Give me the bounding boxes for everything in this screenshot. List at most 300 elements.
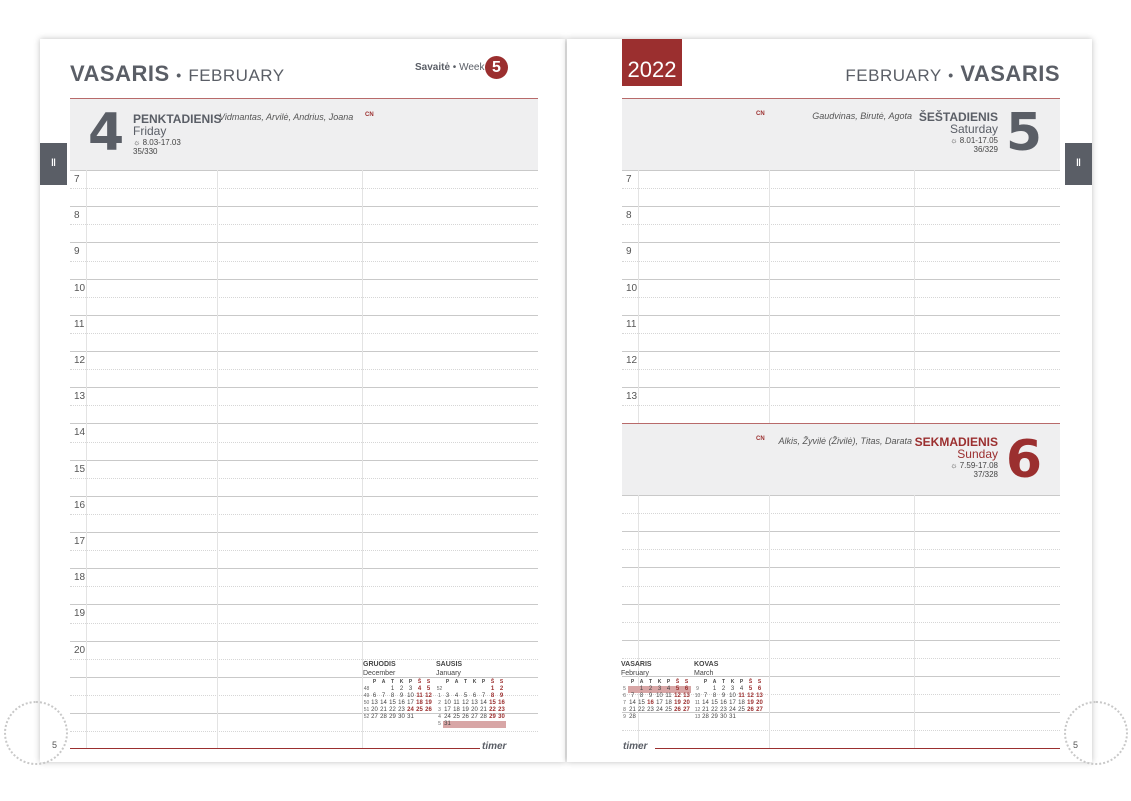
month-title-lt: VASARIS <box>70 61 170 86</box>
calendar-day: 31 <box>407 714 414 720</box>
mini-calendar-week <box>621 707 691 714</box>
calendar-day: 17 <box>656 700 663 706</box>
month-title-lt: VASARIS <box>960 61 1060 86</box>
mini-calendar-week <box>363 707 433 714</box>
weekday-header: K <box>399 679 404 685</box>
mini-calendar-week <box>436 714 506 721</box>
calendar-day: 12 <box>462 700 469 706</box>
calendar-day: 5 <box>463 693 468 699</box>
weekday-header: T <box>463 679 468 685</box>
calendar-day: 9 <box>499 693 504 699</box>
half-hour-line <box>70 405 538 406</box>
mini-calendar-week <box>436 693 506 700</box>
calendar-day: 12 <box>674 693 681 699</box>
calendar-day: 7 <box>630 693 635 699</box>
calendar-day <box>415 714 424 721</box>
calendar-day: 15 <box>638 700 645 706</box>
calendar-day: 14 <box>629 700 636 706</box>
calendar-day <box>488 721 497 728</box>
mini-calendar-week <box>621 693 691 700</box>
mini-calendar-grid <box>436 679 506 728</box>
calendar-day: 23 <box>498 707 505 713</box>
calendar-day: 22 <box>389 707 396 713</box>
day-name-lt: SEKMADIENIS <box>914 435 998 449</box>
hour-label: 8 <box>626 210 632 222</box>
hour-line <box>70 496 538 497</box>
day-number: 4 <box>88 103 125 163</box>
calendar-day <box>452 686 461 693</box>
calendar-day <box>470 721 479 728</box>
mini-calendar-week <box>694 686 764 693</box>
mini-calendar <box>363 661 433 721</box>
calendar-day: 8 <box>490 693 495 699</box>
hour-line <box>70 351 538 352</box>
weekday-header: S <box>426 679 431 685</box>
footer-line <box>70 748 480 749</box>
weekday-header: P <box>666 679 671 685</box>
calendar-day <box>755 714 764 721</box>
calendar-day: 25 <box>416 707 423 713</box>
calendar-day: 8 <box>639 693 644 699</box>
calendar-day: 25 <box>453 714 460 720</box>
week-number: 1 <box>438 693 441 699</box>
calendar-day: 22 <box>638 707 645 713</box>
day-header-band <box>70 98 538 171</box>
calendar-day <box>370 686 379 693</box>
half-hour-line <box>622 730 1060 731</box>
hour-line <box>622 531 1060 532</box>
calendar-day: 31 <box>729 714 736 720</box>
weekday-header: Š <box>675 679 680 685</box>
hour-line <box>622 604 1060 605</box>
month-title-en: FEBRUARY <box>188 66 285 85</box>
mini-calendar-week <box>436 707 506 714</box>
half-hour-line <box>622 622 1060 623</box>
hour-label: 8 <box>74 210 80 222</box>
calendar-day: 2 <box>721 686 726 692</box>
weekday-header: S <box>684 679 689 685</box>
half-hour-line <box>70 297 538 298</box>
calendar-day <box>646 714 655 721</box>
calendar-day: 3 <box>445 693 450 699</box>
day-name-en: Friday <box>133 124 167 138</box>
half-hour-line <box>622 333 1060 334</box>
mini-calendar-week <box>436 721 506 728</box>
mini-calendar-week <box>694 707 764 714</box>
calendar-day: 20 <box>756 700 763 706</box>
calendar-day: 4 <box>454 693 459 699</box>
hour-line <box>622 242 1060 243</box>
calendar-day: 8 <box>390 693 395 699</box>
calendar-day: 20 <box>471 707 478 713</box>
mini-calendar-header <box>436 679 506 686</box>
calendar-day: 13 <box>756 693 763 699</box>
calendar-day: 28 <box>380 714 387 720</box>
calendar-day: 7 <box>381 693 386 699</box>
mini-calendar-week <box>694 714 764 721</box>
calendar-day: 25 <box>738 707 745 713</box>
mini-calendar-week <box>436 686 506 693</box>
calendar-day: 26 <box>462 714 469 720</box>
calendar-day <box>443 686 452 693</box>
mini-calendar-subtitle: February <box>621 670 650 677</box>
bullet: • <box>176 67 182 84</box>
half-hour-line <box>70 442 538 443</box>
hour-line <box>70 568 538 569</box>
week-col-header <box>694 679 701 686</box>
mini-calendar-grid <box>694 679 764 721</box>
calendar-day: 27 <box>756 707 763 713</box>
weekday-header: T <box>721 679 726 685</box>
mini-calendar-title: KOVAS <box>694 661 719 668</box>
weekday-header: A <box>454 679 459 685</box>
hour-label: 7 <box>626 174 632 185</box>
half-hour-line <box>622 513 1060 514</box>
calendar-day: 24 <box>444 714 451 720</box>
calendar-day: 14 <box>380 700 387 706</box>
calendar-day: 11 <box>665 693 672 699</box>
half-hour-line <box>622 188 1060 189</box>
sun-times: 8.01-17.05 <box>959 136 998 145</box>
brand-logo: timer <box>482 741 507 752</box>
calendar-day: 17 <box>407 700 414 706</box>
calendar-day: 10 <box>444 700 451 706</box>
half-hour-line <box>70 261 538 262</box>
calendar-day: 2 <box>499 686 504 692</box>
hour-line <box>70 387 538 388</box>
hour-line <box>622 279 1060 280</box>
calendar-day: 13 <box>371 700 378 706</box>
week-number: 5 <box>623 686 626 692</box>
calendar-day <box>628 686 637 693</box>
hour-label: 12 <box>74 355 86 366</box>
sunrise-sunset <box>950 136 998 145</box>
half-hour-line <box>70 188 538 189</box>
calendar-day: 28 <box>480 714 487 720</box>
calendar-day <box>737 714 746 721</box>
weekday-header: P <box>703 679 708 685</box>
calendar-day: 1 <box>712 686 717 692</box>
calendar-day: 3 <box>655 686 664 693</box>
bookmark-tab[interactable] <box>40 143 67 185</box>
calendar-day: 19 <box>425 700 432 706</box>
calendar-day: 17 <box>444 707 451 713</box>
hour-line <box>70 242 538 243</box>
calendar-day: 14 <box>702 700 709 706</box>
calendar-day: 4 <box>417 686 422 692</box>
weekday-header: A <box>639 679 644 685</box>
calendar-day: 27 <box>371 714 378 720</box>
mini-calendar-grid <box>621 679 691 721</box>
day-of-year: 35/330 <box>133 147 158 156</box>
weekday-header: K <box>657 679 662 685</box>
calendar-day: 13 <box>683 693 690 699</box>
calendar-day: 18 <box>665 700 672 706</box>
calendar-day: 10 <box>656 693 663 699</box>
half-hour-line <box>622 369 1060 370</box>
hour-line <box>70 532 538 533</box>
calendar-day: 6 <box>682 686 691 693</box>
calendar-day: 6 <box>757 686 762 692</box>
calendar-day: 24 <box>407 707 414 713</box>
week-col-header <box>436 679 443 686</box>
calendar-day: 3 <box>408 686 413 692</box>
calendar-day: 16 <box>720 700 727 706</box>
mini-calendar-week <box>694 700 764 707</box>
mini-calendar <box>621 661 691 721</box>
half-hour-line <box>70 478 538 479</box>
calendar-day: 23 <box>720 707 727 713</box>
calendar-day: 16 <box>498 700 505 706</box>
calendar-day: 23 <box>398 707 405 713</box>
mini-calendar-title: GRUODIS <box>363 661 396 668</box>
hour-label: 11 <box>74 318 85 330</box>
week-label: Savaitė • Week <box>415 62 485 73</box>
mini-calendar-header <box>621 679 691 686</box>
calendar-day <box>379 686 388 693</box>
calendar-day: 26 <box>747 707 754 713</box>
calendar-day <box>461 721 470 728</box>
calendar-day <box>479 721 488 728</box>
week-number: 13 <box>694 714 701 720</box>
calendar-day: 17 <box>729 700 736 706</box>
mini-calendar-week <box>363 686 433 693</box>
calendar-day: 14 <box>480 700 487 706</box>
moon-phase: CN <box>756 111 765 117</box>
hour-line <box>70 604 538 605</box>
week-number: 11 <box>694 700 701 706</box>
calendar-day: 1 <box>390 686 395 692</box>
name-days: Vidmantas, Arvilė, Andrius, Joana <box>219 112 354 122</box>
month-title <box>845 61 1060 87</box>
day-name-en: Sunday <box>957 447 998 461</box>
calendar-day: 13 <box>471 700 478 706</box>
calendar-day <box>701 686 710 693</box>
hour-label: 13 <box>74 391 86 403</box>
half-hour-line <box>70 333 538 334</box>
calendar-day <box>479 686 488 693</box>
calendar-day: 2 <box>399 686 404 692</box>
calendar-day: 5 <box>673 686 682 693</box>
month-title <box>70 61 285 87</box>
calendar-day: 24 <box>656 707 663 713</box>
calendar-day <box>673 714 682 721</box>
calendar-day: 21 <box>480 707 487 713</box>
calendar-day: 6 <box>472 693 477 699</box>
calendar-day: 26 <box>425 707 432 713</box>
bookmark-tab[interactable] <box>1065 143 1092 185</box>
day-of-year: 37/328 <box>973 470 998 479</box>
column-divider <box>638 170 639 423</box>
day-name-lt: PENKTADIENIS <box>133 112 222 126</box>
calendar-day <box>461 686 470 693</box>
mini-calendar-week <box>363 693 433 700</box>
weekday-header: P <box>481 679 486 685</box>
hour-label: 13 <box>626 391 638 403</box>
week-number: 10 <box>694 693 701 699</box>
weekday-header: A <box>712 679 717 685</box>
week-label-en: Week <box>459 62 485 73</box>
week-number-badge: 5 <box>485 56 508 79</box>
week-number: 3 <box>438 707 441 713</box>
half-hour-line <box>622 658 1060 659</box>
sun-icon: ☼ <box>133 138 141 147</box>
week-number: 4 <box>438 714 441 720</box>
saturday-header-band <box>622 98 1060 171</box>
calendar-day: 15 <box>489 700 496 706</box>
half-hour-line <box>70 623 538 624</box>
calendar-day: 7 <box>481 693 486 699</box>
hour-line <box>622 206 1060 207</box>
brand-logo: timer <box>623 741 648 752</box>
hour-label: 15 <box>74 463 86 475</box>
sun-icon: ☼ <box>950 136 958 145</box>
calendar-day: 15 <box>389 700 396 706</box>
ring-binding <box>1064 701 1128 765</box>
calendar-day <box>682 714 691 721</box>
name-days: Alkis, Žyvilė (Živilė), Titas, Darata <box>778 436 912 446</box>
calendar-day: 12 <box>747 693 754 699</box>
calendar-day: 5 <box>748 686 753 692</box>
half-hour-line <box>622 405 1060 406</box>
calendar-day: 23 <box>647 707 654 713</box>
hour-label: 10 <box>74 282 86 294</box>
hour-label: 20 <box>74 644 86 656</box>
calendar-day: 16 <box>398 700 405 706</box>
calendar-day: 6 <box>372 693 377 699</box>
calendar-day: 19 <box>747 700 754 706</box>
weekday-header: K <box>472 679 477 685</box>
left-page <box>40 39 565 762</box>
calendar-day: 19 <box>462 707 469 713</box>
calendar-day: 29 <box>489 714 496 720</box>
calendar-day <box>637 714 646 721</box>
weekday-header: P <box>445 679 450 685</box>
calendar-day: 1 <box>637 686 646 693</box>
name-days: Gaudvinas, Birutė, Agota <box>812 111 912 121</box>
calendar-day: 31 <box>444 721 451 727</box>
day-number: 6 <box>1005 430 1042 490</box>
weekday-header: P <box>408 679 413 685</box>
calendar-day: 5 <box>426 686 431 692</box>
weekday-header: S <box>757 679 762 685</box>
mini-calendar-week <box>363 714 433 721</box>
moon-phase: CN <box>365 112 374 118</box>
calendar-day: 18 <box>416 700 423 706</box>
calendar-day: 28 <box>702 714 709 720</box>
half-hour-line <box>70 369 538 370</box>
week-number: 9 <box>696 686 699 692</box>
hour-line <box>622 315 1060 316</box>
mini-calendar-week <box>363 700 433 707</box>
mini-calendar <box>436 661 506 728</box>
calendar-day: 21 <box>702 707 709 713</box>
half-hour-line <box>70 659 538 660</box>
calendar-day: 26 <box>674 707 681 713</box>
weekday-header: Š <box>490 679 495 685</box>
week-number: 50 <box>363 700 370 706</box>
month-title-en: FEBRUARY <box>845 66 942 85</box>
column-divider <box>769 170 770 423</box>
half-hour-line <box>622 224 1060 225</box>
week-col-header <box>621 679 628 686</box>
calendar-day: 9 <box>721 693 726 699</box>
bullet: • <box>948 67 954 84</box>
mini-calendar-grid <box>363 679 433 721</box>
half-hour-line <box>70 224 538 225</box>
half-hour-line <box>70 586 538 587</box>
week-number: 9 <box>623 714 626 720</box>
weekday-header: P <box>372 679 377 685</box>
calendar-day: 18 <box>453 707 460 713</box>
calendar-day: 18 <box>738 700 745 706</box>
calendar-day: 22 <box>711 707 718 713</box>
sun-times: 7.59-17.08 <box>959 461 998 470</box>
calendar-day: 20 <box>371 707 378 713</box>
calendar-day: 19 <box>674 700 681 706</box>
weekday-header: T <box>390 679 395 685</box>
calendar-day <box>424 714 433 721</box>
column-divider <box>217 170 218 749</box>
ring-binding <box>4 701 68 765</box>
week-number: 49 <box>363 693 370 699</box>
week-number: 12 <box>694 707 701 713</box>
column-divider <box>769 495 770 748</box>
sunrise-sunset <box>133 138 181 147</box>
week-number: 52 <box>436 686 443 692</box>
half-hour-line <box>622 549 1060 550</box>
calendar-day: 8 <box>712 693 717 699</box>
hour-label: 11 <box>626 318 637 330</box>
calendar-day: 1 <box>490 686 495 692</box>
week-col-header <box>363 679 370 686</box>
calendar-day: 9 <box>648 693 653 699</box>
sun-icon: ☼ <box>950 461 958 470</box>
mini-calendar-header <box>694 679 764 686</box>
hour-line <box>622 387 1060 388</box>
calendar-day <box>497 721 506 728</box>
week-number: 5 <box>438 721 441 727</box>
hour-label: 9 <box>74 246 80 258</box>
weekday-header: S <box>499 679 504 685</box>
day-name-en: Saturday <box>949 122 998 136</box>
mini-calendar-week <box>436 700 506 707</box>
hour-label: 10 <box>626 282 638 294</box>
mini-calendar-header <box>363 679 433 686</box>
calendar-day: 4 <box>664 686 673 693</box>
weekday-header: K <box>730 679 735 685</box>
hour-line <box>70 279 538 280</box>
hour-line <box>622 640 1060 641</box>
hour-line <box>622 495 1060 496</box>
pause-tab-icon: ǁ <box>51 158 56 169</box>
calendar-day: 10 <box>729 693 736 699</box>
weekday-header: P <box>630 679 635 685</box>
calendar-day: 21 <box>629 707 636 713</box>
calendar-day: 21 <box>380 707 387 713</box>
mini-calendar-subtitle: January <box>436 670 461 677</box>
pause-tab-icon: ǁ <box>1076 158 1081 169</box>
calendar-day: 30 <box>720 714 727 720</box>
week-number: 7 <box>623 700 626 706</box>
column-divider <box>914 170 915 423</box>
day-name-lt: ŠEŠTADIENIS <box>918 110 998 124</box>
right-page <box>567 39 1092 762</box>
day-of-year: 36/329 <box>973 145 998 154</box>
calendar-day <box>746 714 755 721</box>
half-hour-line <box>622 586 1060 587</box>
calendar-day: 20 <box>683 700 690 706</box>
